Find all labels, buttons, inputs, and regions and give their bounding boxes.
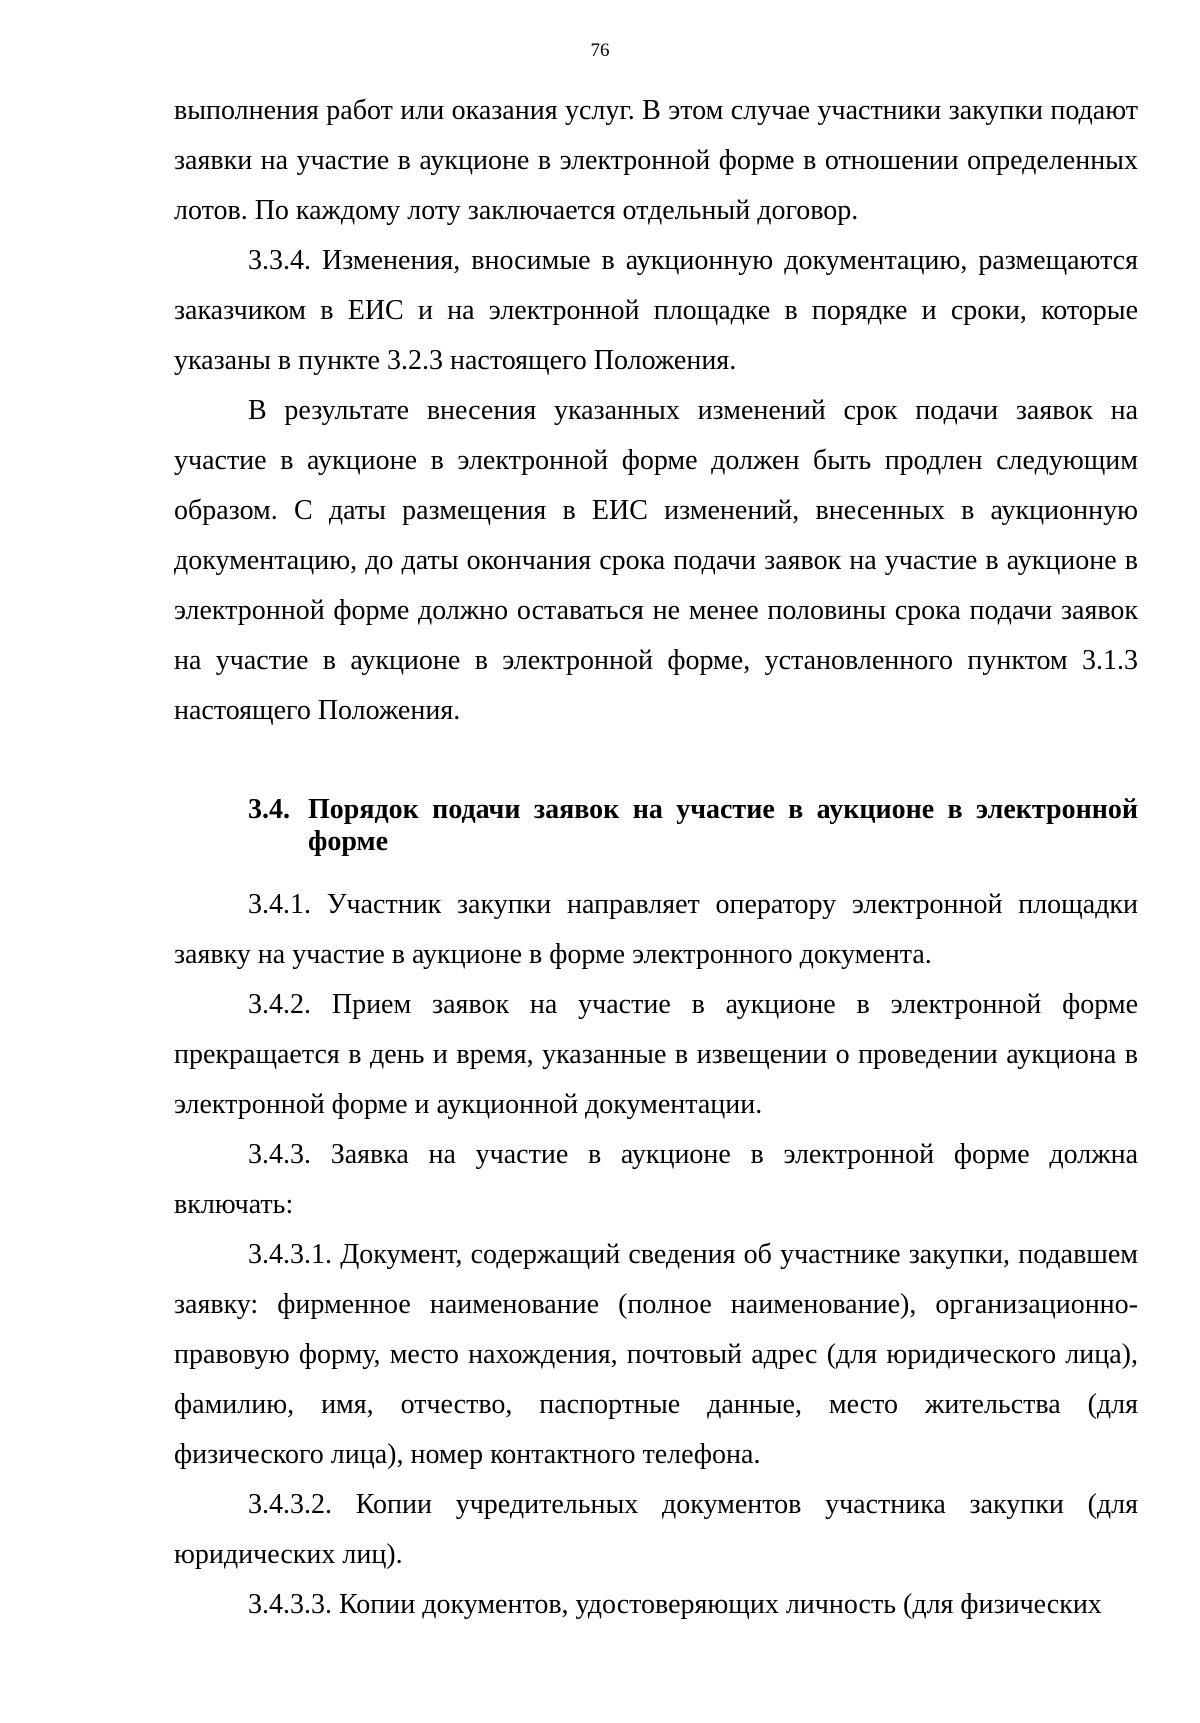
paragraph-3-4-3-1: 3.4.3.1. Документ, содержащий сведения об участнике закупки, подавшем заявку: фирменное наименование (полное наименование), организационно-правовую форму, место нахождения, почтовый адрес (для юридического лица), фамилию, имя, отчество, паспортные данные, место жительства (для физического лица), номер контактного телефона.	[174, 1239, 1138, 1470]
section-heading-number: 3.4.	[248, 794, 290, 825]
paragraph-3-4-3: 3.4.3. Заявка на участие в аукционе в электронной форме должна включать:	[174, 1139, 1138, 1220]
paragraph-continuation: выполнения работ или оказания услуг. В этом случае участники закупки подают заявки на участие в аукционе в электронной форме в отношении определенных лотов. По каждому лоту заключается отдельный договор.	[174, 95, 1138, 226]
paragraph-3-4-3-2: 3.4.3.2. Копии учредительных документов участника закупки (для юридических лиц).	[174, 1489, 1138, 1570]
section-heading-title: Порядок подачи заявок на участие в аукционе в электронной форме	[308, 794, 1138, 857]
paragraph-3-3-4: 3.3.4. Изменения, вносимые в аукционную документацию, размещаются заказчиком в ЕИС и на электронной площадке в порядке и сроки, которые указаны в пункте 3.2.3 настоящего Положения.	[174, 245, 1138, 376]
paragraph-deadline-extension: В результате внесения указанных изменений срок подачи заявок на участие в аукционе в электронной форме должен быть продлен следующим образом. С даты размещения в ЕИС изменений, внесенных в аукционную документацию, до даты окончания срока подачи заявок на участие в аукционе в электронной форме должно оставаться не менее половины срока подачи заявок на участие в аукционе в электронной форме, установленного пунктом 3.1.3 настоящего Положения.	[174, 395, 1138, 726]
paragraph-3-4-3-3: 3.4.3.3. Копии документов, удостоверяющих личность (для физических	[248, 1589, 1102, 1620]
page-number: 76	[590, 40, 610, 61]
paragraph-3-4-1: 3.4.1. Участник закупки направляет оператору электронной площадки заявку на участие в аукционе в форме электронного документа.	[174, 889, 1138, 970]
page-body	[174, 86, 1138, 1630]
paragraph-3-4-2: 3.4.2. Прием заявок на участие в аукционе в электронной форме прекращается в день и время, указанные в извещении о проведении аукциона в электронной форме и аукционной документации.	[174, 989, 1138, 1120]
section-heading-3-4	[174, 794, 1138, 858]
